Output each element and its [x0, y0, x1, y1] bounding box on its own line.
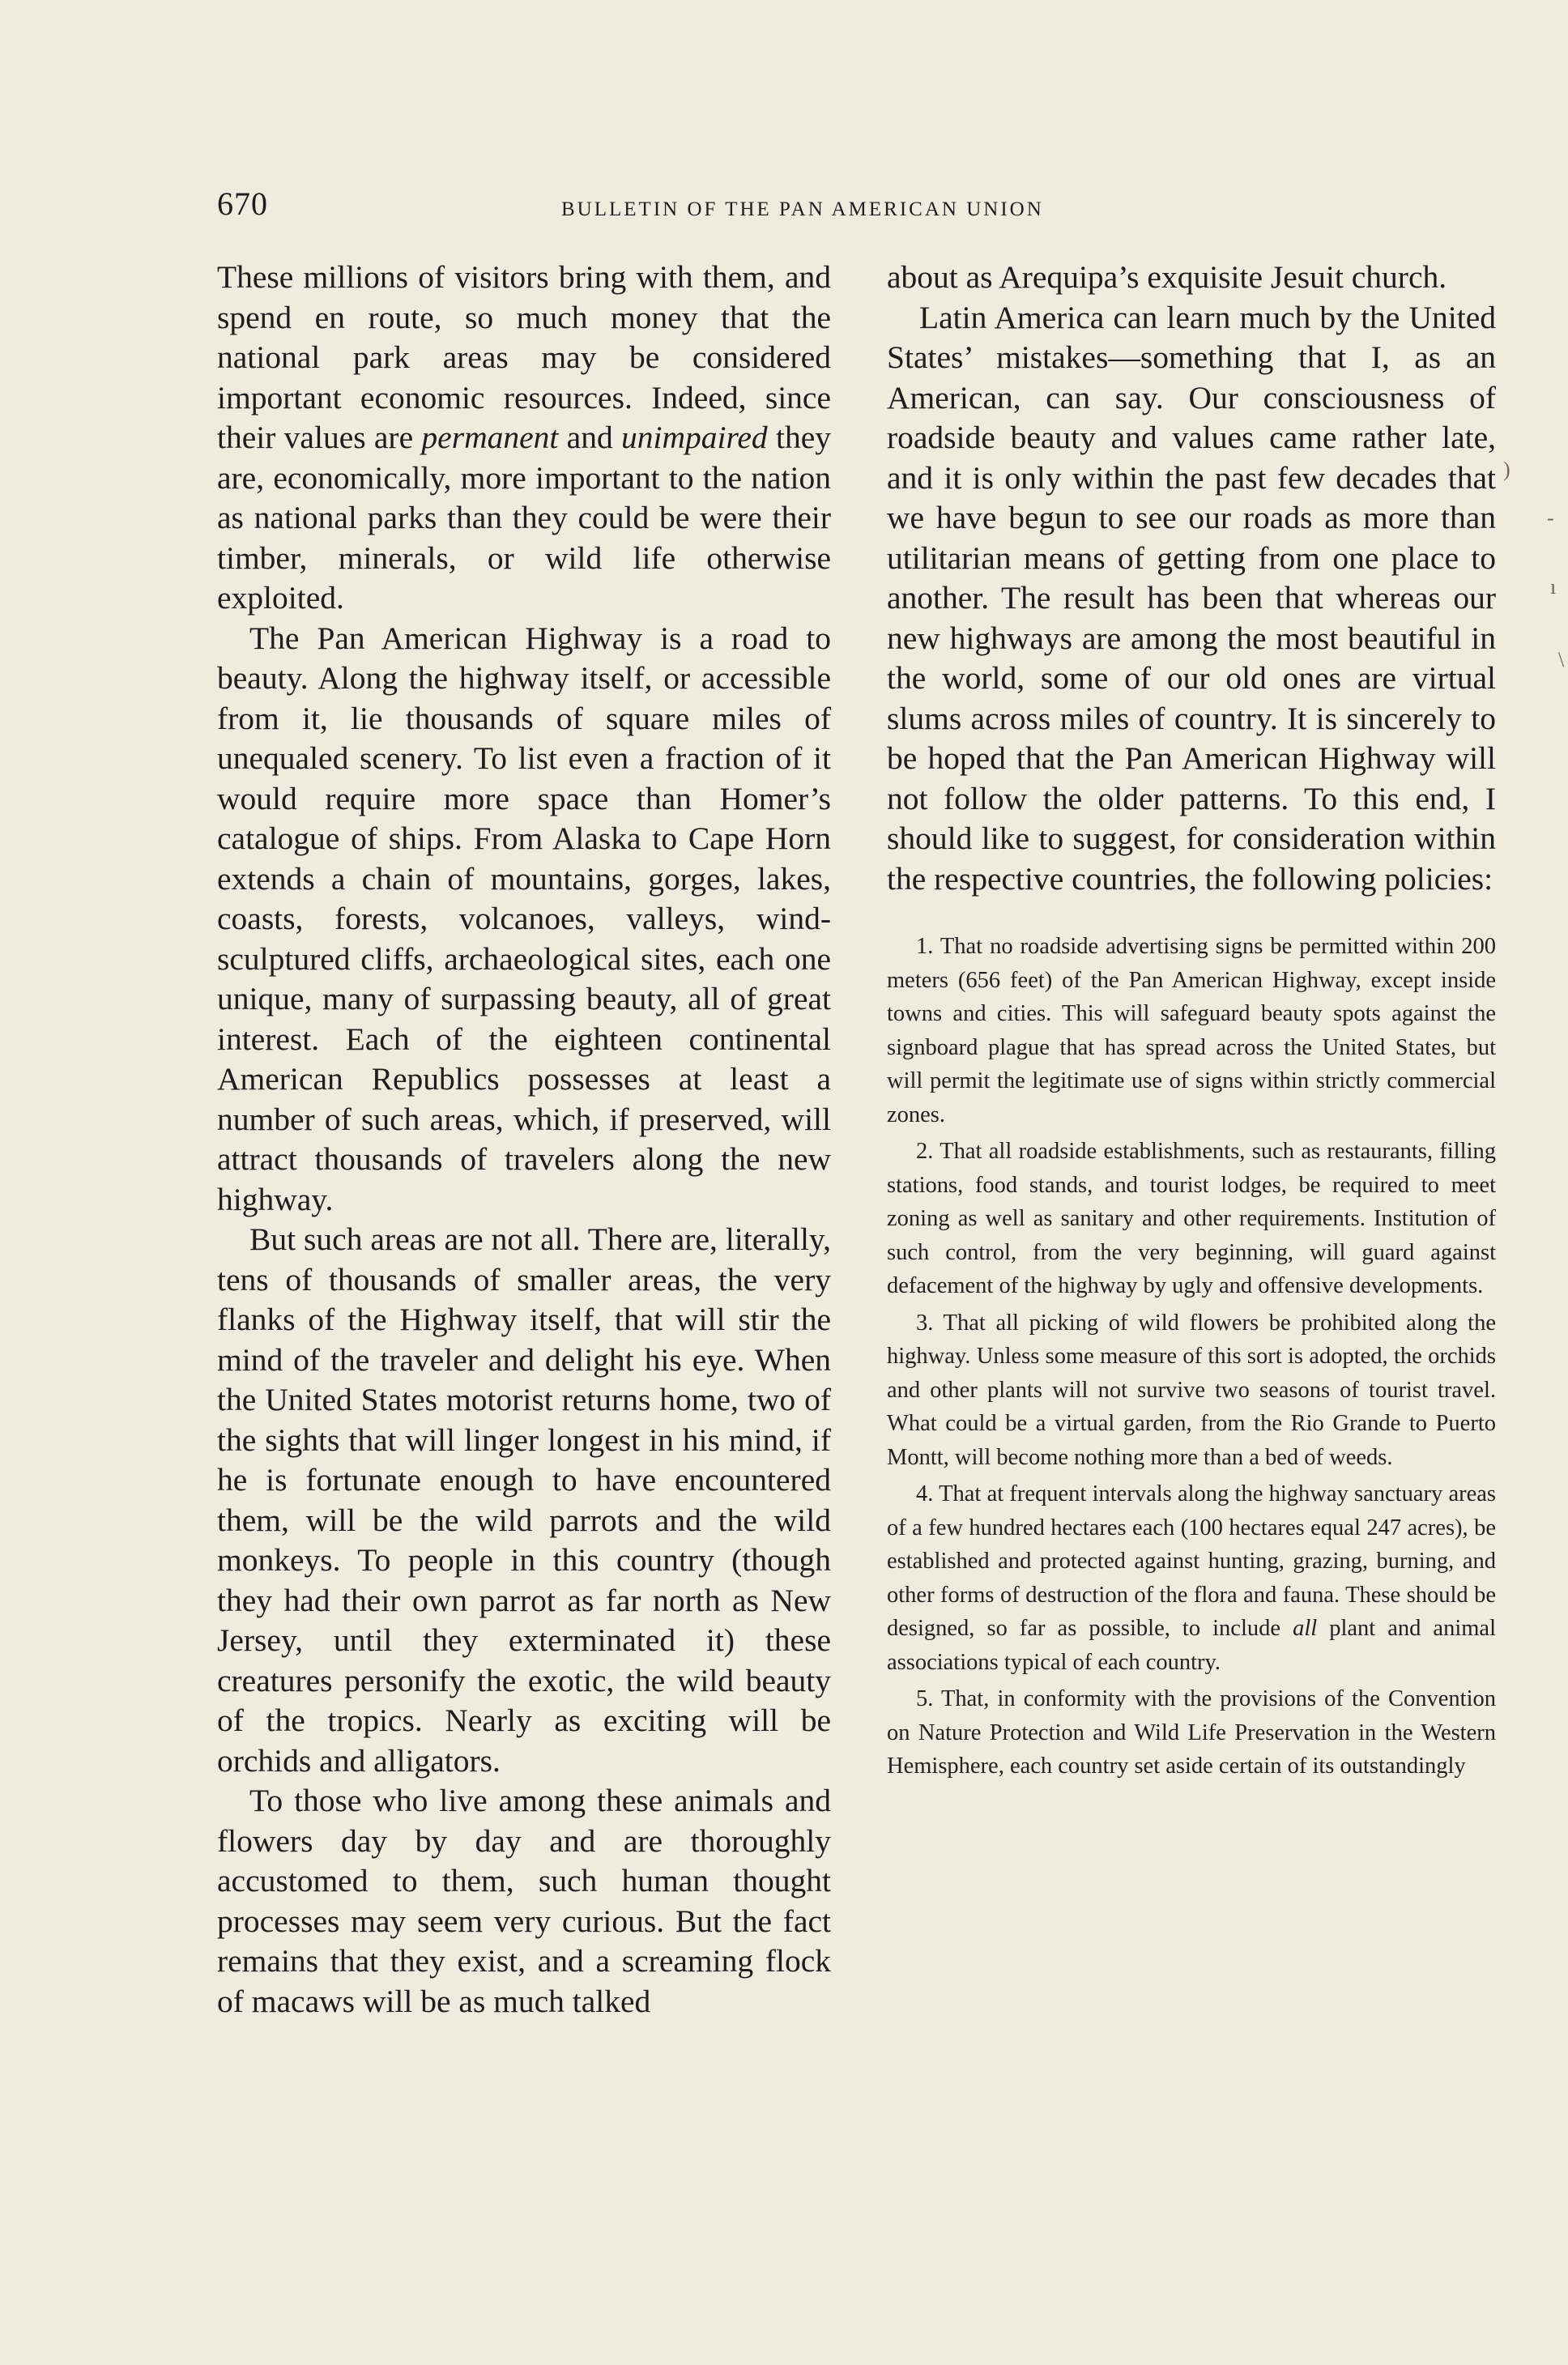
policy-item: 1. That no roadside advertising signs be permitted within 200 meters (656 feet) of the Pan American Highway, except inside towns and cities. This will safeguard beauty spots against the signboard plague that has spread across the United States, but will permit the legitimate use of signs within strictly commercial zones.: [887, 934, 1496, 1127]
emphasis-all: all: [1293, 1616, 1318, 1641]
emphasis-unimpaired: unimpaired: [621, 420, 768, 455]
paragraph-continuation: about as Arequipa’s exquisite Jesuit church.: [887, 259, 1447, 295]
paragraph-economic-resources: [217, 258, 831, 619]
text-run: they are, economically, more important to the nation as national parks than they could be were their timber, minerals, or wild life otherwise exploited.: [217, 420, 831, 616]
emphasis-permanent: permanent: [421, 420, 559, 455]
left-column: [217, 258, 831, 2022]
paragraph-smaller-areas: But such areas are not all. There are, literally, tens of thousands of smaller areas, the very flanks of the Highway itself, that will stir the mind of the traveler and delight his eye. When the United States motorist returns home, two of the sights that will linger longest in his mind, if he is fortunate enough to have encountered them, will be the wild parrots and the wild monkeys. To people in this country (though they had their own parrot as far north as New Jersey, until they exterminated it) these creatures personify the exotic, the wild beauty of the tropics. Nearly as exciting will be orchids and alligators.: [217, 1221, 831, 1779]
paragraph-latin-america: Latin America can learn much by the United States’ mistakes—something that I, as an American, can say. Our consciousness of roadside beauty and values came rather late, and it is only within the past few decades that we have begun to see our roads as more than utilitarian means of getting from one place to another. The result has been that whereas our new highways are among the most beautiful in the world, some of our old ones are virtual slums across miles of country. It is sincerely to be hoped that the Pan American Highway will not follow the older patterns. To this end, I should like to suggest, for consideration within the respective countries, the following policies:: [887, 299, 1496, 897]
text-run: These millions of visitors bring with them, and spend en route, so much money that the national park areas may be considered important economic resources. Indeed, since their values are: [217, 259, 831, 455]
page-header: [217, 185, 1351, 233]
right-column: [887, 258, 1496, 1783]
scan-artifact: ): [1503, 458, 1510, 481]
policy-item: 5. That, in conformity with the provisions of the Convention on Nature Protection and Wild Life Preservation in the Western Hemisphere, each country set aside certain of its outstandingly: [887, 1686, 1496, 1779]
page-number: 670: [217, 185, 268, 222]
running-head: BULLETIN OF THE PAN AMERICAN UNION: [561, 198, 1044, 220]
paragraph-road-to-beauty: The Pan American Highway is a road to beauty. Along the highway itself, or accessible from it, lie thousands of square miles of unequaled scenery. To list even a fraction of it would require more space than Homer’s catalogue of ships. From Alaska to Cape Horn extends a chain of mountains, gorges, lakes, coasts, forests, volcanoes, valleys, wind-sculptured cliffs, archaeological sites, each one unique, many of surpassing beauty, all of great interest. Each of the eighteen continental American Republics possesses at least a number of such areas, which, if preserved, will attract thousands of travelers along the new highway.: [217, 620, 831, 1217]
text-run: and: [558, 420, 621, 455]
scan-artifact: ı: [1550, 575, 1557, 599]
scan-artifact: \: [1558, 648, 1565, 671]
policy-item: [887, 1477, 1496, 1679]
text-run: 4. That at frequent intervals along the highway sanctuary areas of a few hundred hectares each (100 hectares equal 247 acres), be established and protected against hunting, grazing, burning, and other forms of destruction of the flora and fauna. These should be designed, so far as possible, to include: [887, 1481, 1496, 1641]
scan-artifact: -: [1547, 506, 1554, 530]
policy-item: 3. That all picking of wild flowers be prohibited along the highway. Unless some measure of this sort is adopted, the orchids and other plants will not survive two seasons of tourist travel. What could be a virtual garden, from the Rio Grande to Puerto Montt, will become nothing more than a bed of weeds.: [887, 1310, 1496, 1470]
policy-list: [887, 930, 1496, 1783]
policy-item: 2. That all roadside establishments, such as restaurants, filling stations, food stands, and tourist lodges, be required to meet zoning as well as sanitary and other requirements. Institution of such control, from the very beginning, will guard against defacement of the highway by ugly and offensive developments.: [887, 1139, 1496, 1298]
text-run: plant and animal associations typical of each country.: [887, 1616, 1496, 1675]
paragraph-human-thought: To those who live among these animals and flowers day by day and are thoroughly accustomed to them, such human thought processes may seem very curious. But the fact remains that they exist, and a screaming flock of macaws will be as much talked: [217, 1783, 831, 2019]
